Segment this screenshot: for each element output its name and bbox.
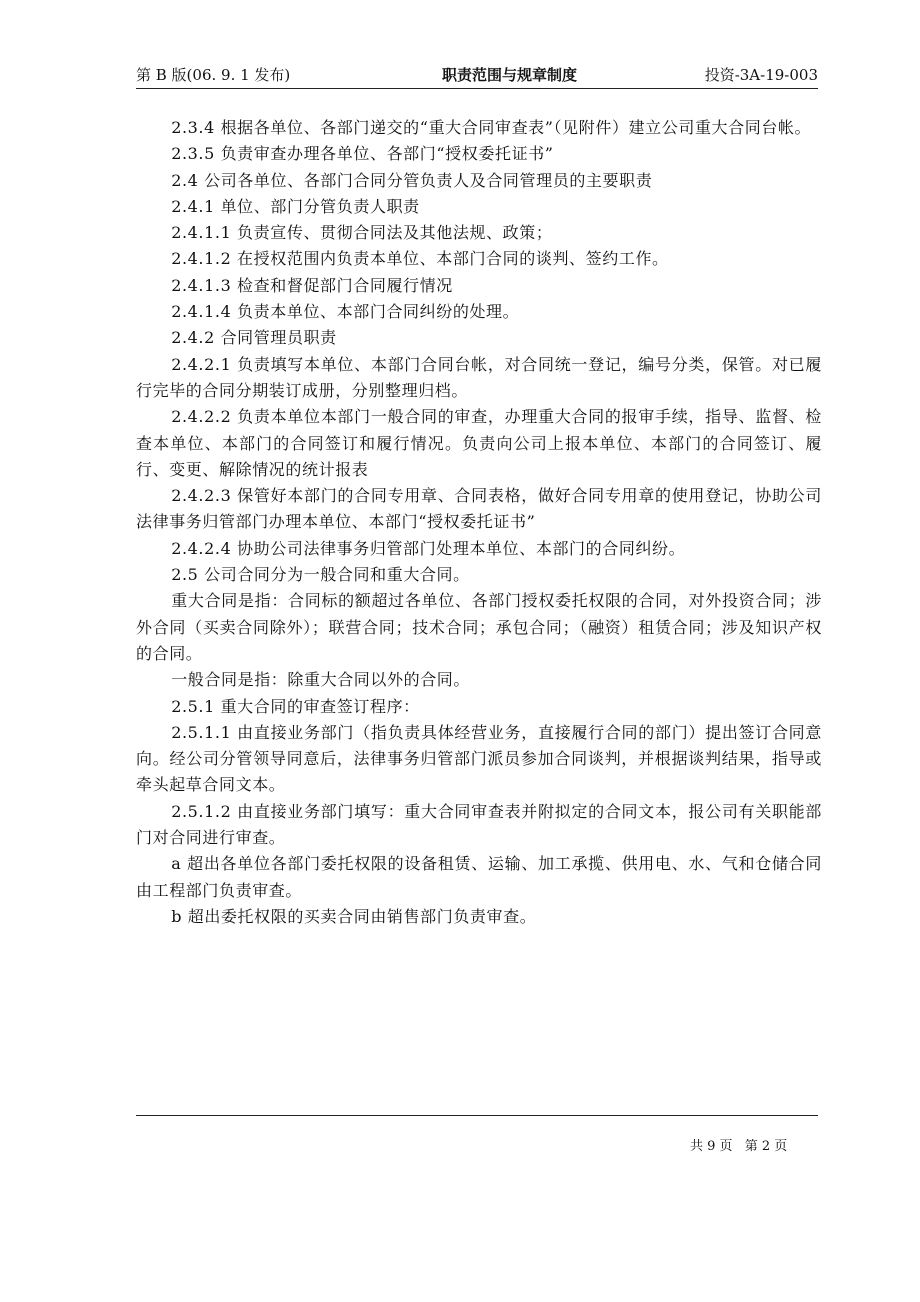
paragraph: b 超出委托权限的买卖合同由销售部门负责审查。 [171, 906, 537, 926]
header-divider [136, 88, 818, 89]
page-footer [690, 1138, 795, 1156]
paragraph: 2.4.1.1 负责宣传、贯彻合同法及其他法规、政策； [171, 223, 553, 243]
paragraph: 2.5.1.2 由直接业务部门填写：重大合同审查表并附拟定的合同文本，报公司有关职能部门对合同进行审查。 [136, 801, 822, 848]
paragraph: 2.5 公司合同分为一般合同和重大合同。 [171, 565, 470, 585]
paragraph: 2.5.1 重大合同的审查签订程序： [171, 696, 420, 716]
paragraph: 2.4 公司各单位、各部门合同分管负责人及合同管理员的主要职责 [171, 170, 653, 190]
current-page: 第 2 页 [744, 1139, 788, 1154]
page-header [136, 64, 818, 90]
paragraph: 2.4.2.4 协助公司法律事务归管部门处理本单位、本部门的合同纠纷。 [171, 538, 686, 558]
document-title: 职责范围与规章制度 [442, 66, 578, 84]
paragraph: 2.4.2.1 负责填写本单位、本部门合同台帐，对合同统一登记，编号分类，保管。对已履行完毕的合同分期装订成册，分别整理归档。 [136, 354, 822, 400]
paragraph: 2.4.1.2 在授权范围内负责本单位、本部门合同的谈判、签约工作。 [171, 249, 669, 269]
paragraph: 2.5.1.1 由直接业务部门（指负责具体经营业务，直接履行合同的部门）提出签订合同意向。经公司分管领导同意后，法律事务归管部门派员参加合同谈判，并根据谈判结果，指导或牵头起草合同文本。 [136, 722, 822, 795]
paragraph: 2.4.1.4 负责本单位、本部门合同纠纷的处理。 [171, 302, 520, 322]
total-pages: 共 9 页 [690, 1139, 733, 1154]
paragraph: 2.3.4 根据各单位、各部门递交的“重大合同审查表”（见附件）建立公司重大合同台帐。 [171, 118, 812, 137]
document-version: 第 B 版(06. 9. 1 发布) [136, 66, 291, 84]
paragraph: 2.3.5 负责审查办理各单位、各部门“授权委托证书” [171, 144, 554, 164]
paragraph: 2.4.2.2 负责本单位本部门一般合同的审查，办理重大合同的报审手续，指导、监督、检查本单位、本部门的合同签订和履行情况。负责向公司上报本单位、本部门的合同签订、履行、变更、解除情况的统计报表 [136, 407, 822, 479]
footer-divider [136, 1115, 818, 1116]
paragraph: 2.4.1 单位、部门分管负责人职责 [171, 196, 420, 216]
paragraph: 2.4.1.3 检查和督促部门合同履行情况 [171, 275, 453, 295]
paragraph: a 超出各单位各部门委托权限的设备租赁、运输、加工承揽、供用电、水、气和仓储合同由工程部门负责审查。 [136, 854, 822, 900]
paragraph: 一般合同是指：除重大合同以外的合同。 [171, 670, 470, 690]
paragraph: 2.4.2.3 保管好本部门的合同专用章、合同表格，做好合同专用章的使用登记，协助公司法律事务归管部门办理本单位、本部门“授权委托证书” [136, 486, 822, 532]
document-body [136, 115, 822, 930]
document-code: 投资-3A-19-003 [704, 66, 818, 84]
paragraph: 重大合同是指：合同标的额超过各单位、各部门授权委托权限的合同，对外投资合同；涉外合同（买卖合同除外）；联营合同；技术合同；承包合同；（融资）租赁合同；涉及知识产权的合同。 [136, 591, 822, 663]
paragraph: 2.4.2 合同管理员职责 [171, 328, 337, 348]
